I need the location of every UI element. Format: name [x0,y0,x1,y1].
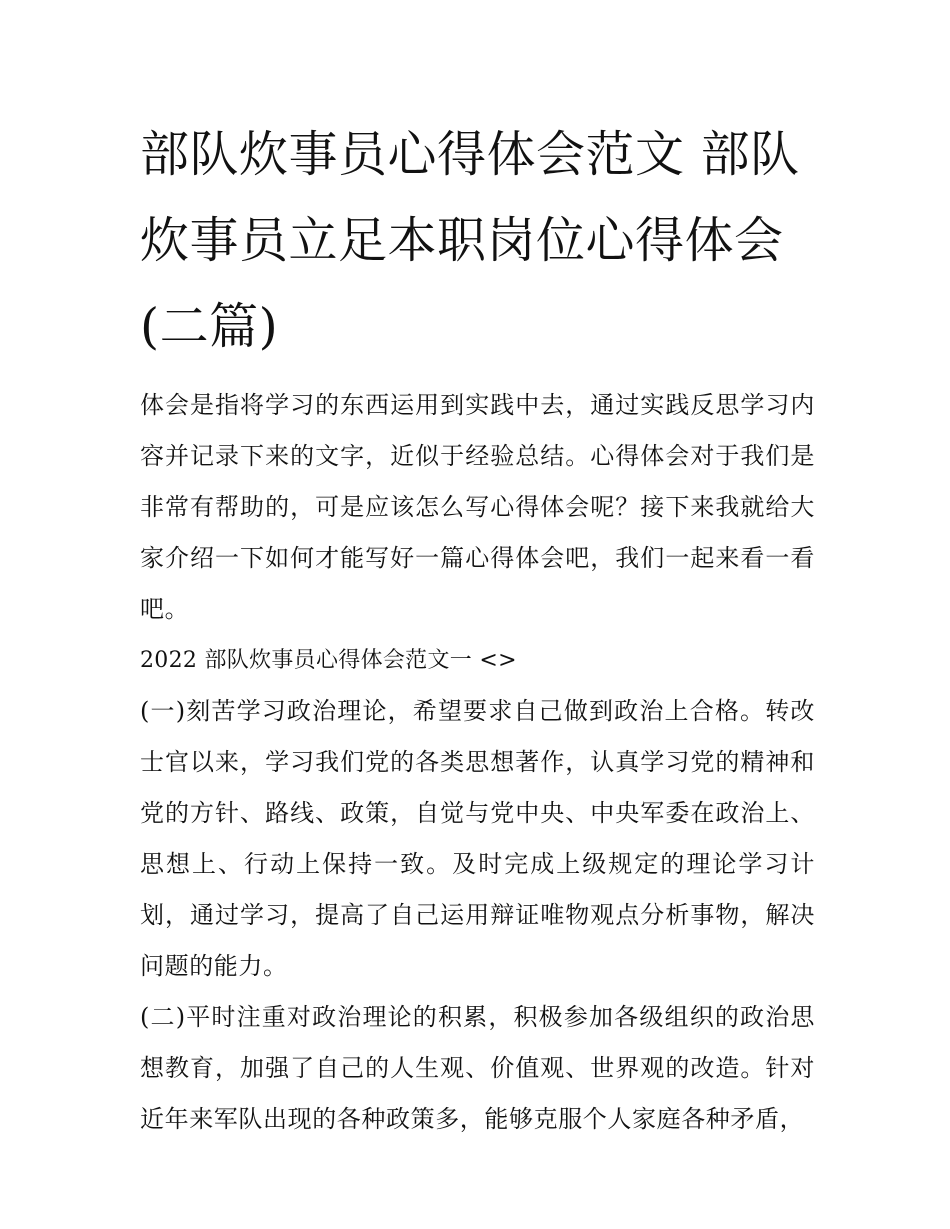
section-heading: 2022 部队炊事员心得体会范文一 <> [140,648,517,673]
document-page [140,112,815,1145]
document-title: 部队炊事员心得体会范文 部队炊事员立足本职岗位心得体会(二篇) [140,126,800,355]
intro-paragraph: 体会是指将学习的东西运用到实践中去，通过实践反思学习内容并记录下来的文字，近似于经验总结。心得体会对于我们是非常有帮助的，可是应该怎么写心得体会呢？接下来我就给大家介绍一下如何才能写好一篇心得体会吧，我们一起来看一看吧。 [140,391,815,623]
body-paragraph-1: (一)刻苦学习政治理论，希望要求自己做到政治上合格。转改士官以来，学习我们党的各类思想著作，认真学习党的精神和党的方针、路线、政策，自觉与党中央、中央军委在政治上、思想上、行动上保持一致。及时完成上级规定的理论学习计划，通过学习，提高了自己运用辩证唯物观点分析事物，解决问题的能力。 [140,697,815,980]
body-paragraph-2: (二)平时注重对政治理论的积累，积极参加各级组织的政治思想教育，加强了自己的人生观、价值观、世界观的改造。针对近年来军队出现的各种政策多，能够克服个人家庭各种矛盾， [140,1003,815,1133]
